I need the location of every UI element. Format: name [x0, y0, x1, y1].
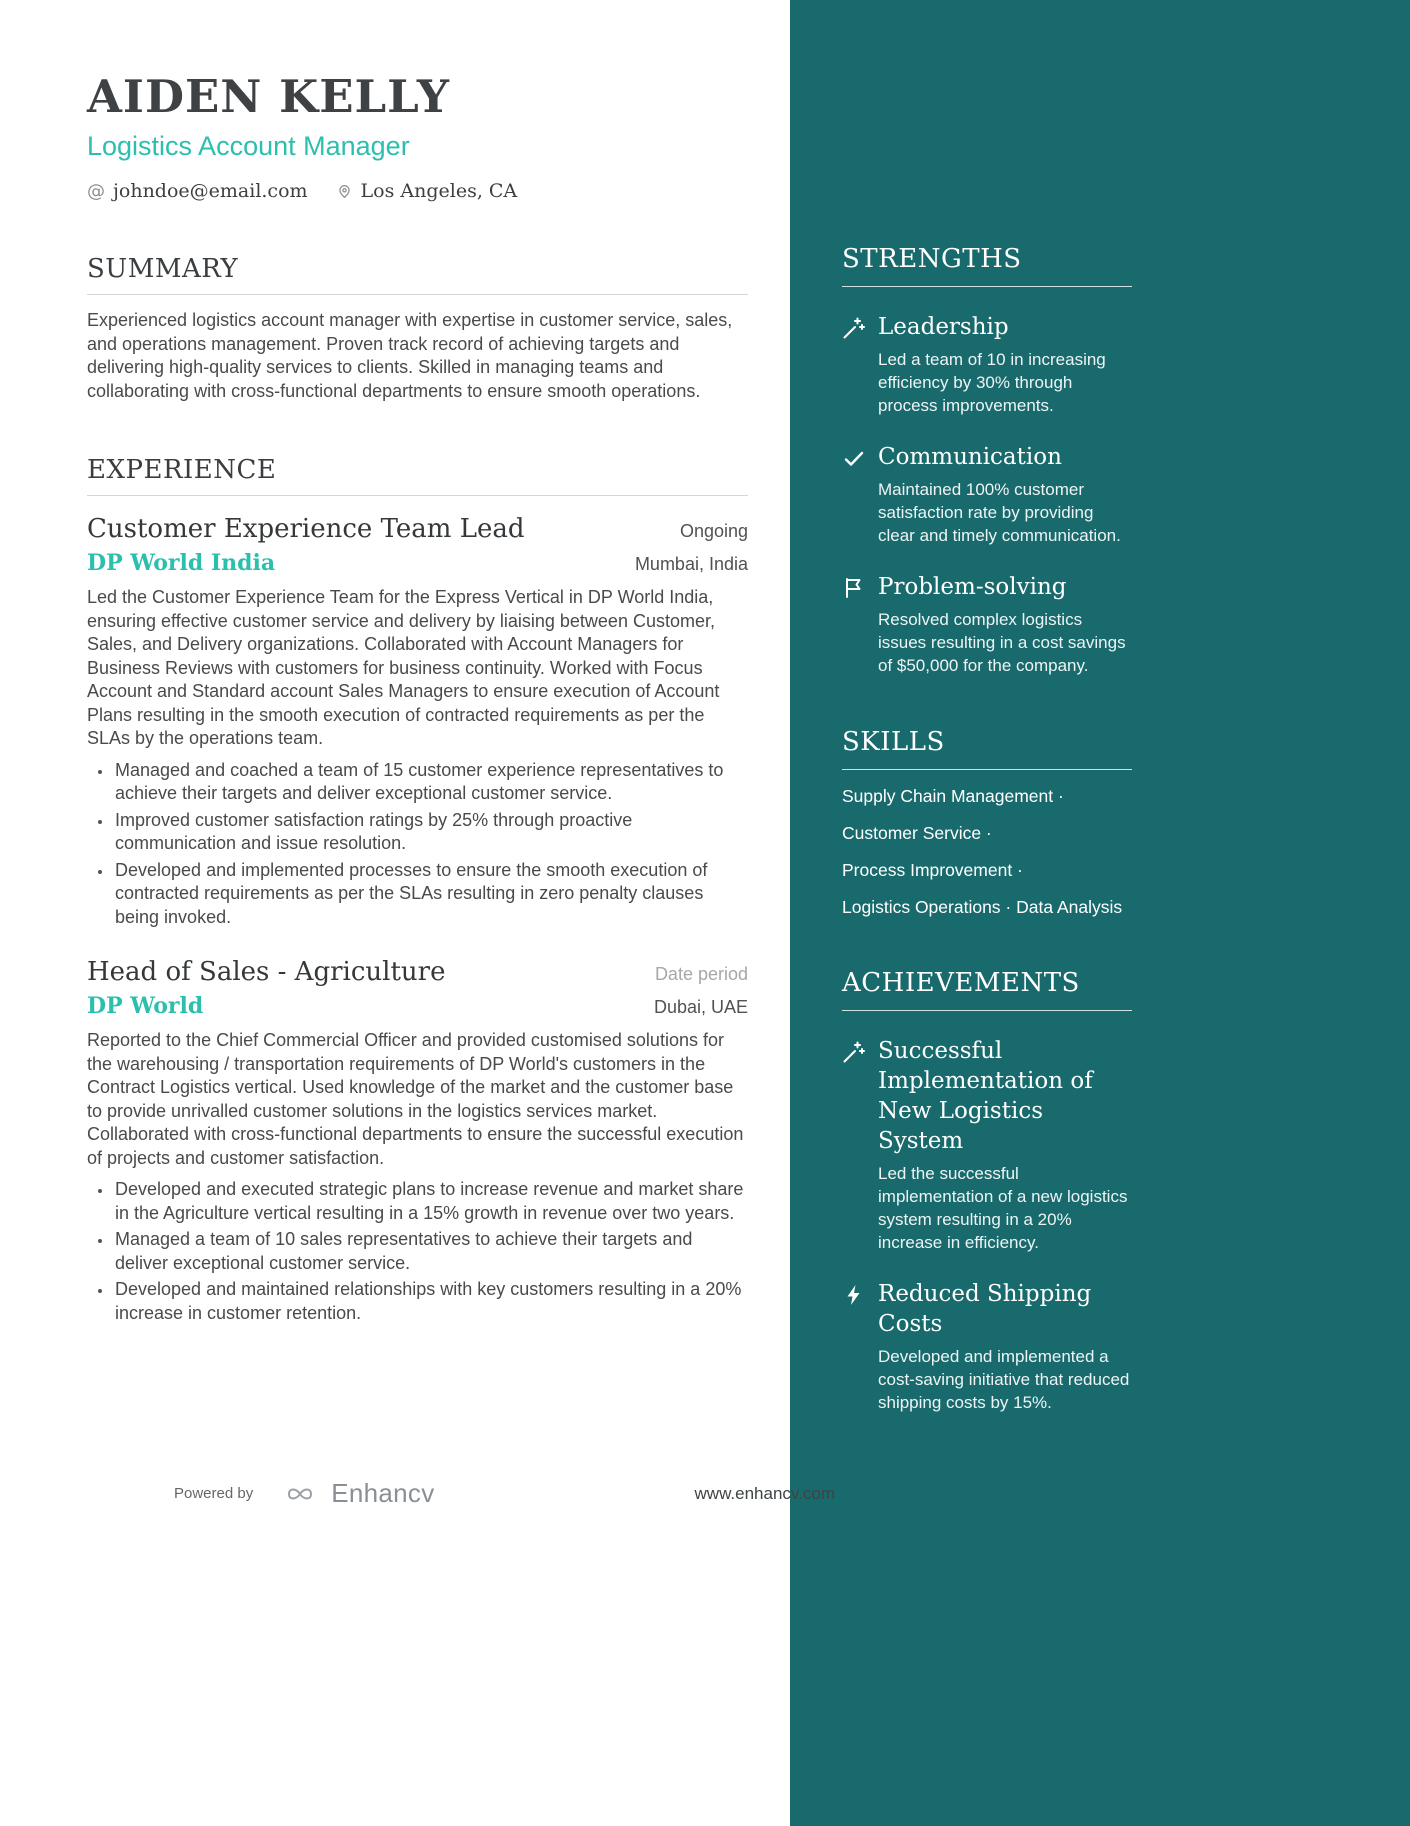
experience-section: [87, 455, 748, 1325]
achievement-item: [842, 1279, 1132, 1414]
achievement-title: Reduced Shipping Costs: [878, 1281, 1092, 1337]
job-description: Led the Customer Experience Team for the Express Vertical in DP World India, ensuring effective customer service and delivery by liaising between Customer, Sales, and Delivery organizations. Collaborated with Account Managers for Business Reviews with customers for business continuity. Worked with Focus Account and Standard account Sales Managers to ensure execution of Account Plans resulting in the smooth execution of contracted requirements as per the SLAs by the operations team.: [87, 587, 720, 748]
at-icon: @: [87, 180, 105, 202]
contact-row: [87, 180, 748, 202]
strength-item-header: [842, 312, 1132, 342]
job-entry: [87, 514, 748, 929]
magic-wand-icon: [842, 316, 866, 340]
summary-heading: SUMMARY: [87, 254, 748, 295]
job-title: Head of Sales - Agriculture: [87, 957, 446, 987]
achievement-text: Led the successful implementation of a new logistics system resulting in a 20% increase in efficiency.: [878, 1164, 1128, 1252]
strengths-section: [842, 244, 1132, 677]
achievements-section: [842, 968, 1132, 1414]
email-item: [87, 180, 308, 202]
job-company: DP World: [87, 993, 204, 1019]
strength-text: Maintained 100% customer satisfaction rate by providing clear and timely communication.: [878, 480, 1121, 545]
job-title-row: [87, 957, 748, 987]
job-bullet: • Improved customer satisfaction ratings by 25% through proactive communication and issue resolution.: [113, 809, 748, 856]
job-bullets: [87, 1178, 748, 1325]
skill-item: Supply Chain Management ·: [842, 786, 1064, 806]
achievement-item: [842, 1036, 1132, 1254]
resume-header: [87, 70, 748, 202]
achievement-item-header: [842, 1279, 1132, 1339]
job-bullet: • Developed and executed strategic plans to increase revenue and market share in the Agriculture vertical resulting in a 15% growth in revenue over two years.: [113, 1178, 748, 1225]
skill-item: Process Improvement ·: [842, 860, 1023, 880]
footer: [174, 1478, 835, 1509]
powered-by-label: Powered by: [174, 1485, 254, 1502]
skill-item: Logistics Operations · Data Analysis: [842, 897, 1123, 917]
enhancv-logo-icon: [279, 1480, 321, 1508]
achievement-title: Successful Implementation of New Logistics System: [878, 1038, 1093, 1154]
achievements-heading: ACHIEVEMENTS: [842, 968, 1132, 1011]
strength-title: Leadership: [878, 314, 1009, 340]
skill-item: Customer Service ·: [842, 823, 992, 843]
job-bullet: • Managed a team of 10 sales representatives to achieve their targets and deliver exceptional customer service.: [113, 1228, 748, 1275]
sidebar-content: [842, 244, 1132, 1414]
job-bullet: • Managed and coached a team of 15 customer experience representatives to achieve their targets and deliver exceptional customer service.: [113, 759, 748, 806]
location-item: [336, 180, 518, 202]
main-column: [87, 0, 835, 1508]
skills-heading: SKILLS: [842, 727, 1132, 770]
strength-title: Communication: [878, 444, 1062, 470]
job-entry: [87, 957, 748, 1325]
lightning-icon: [842, 1283, 866, 1307]
job-bullet: • Developed and maintained relationships with key customers resulting in a 20% increase in customer retention.: [113, 1278, 748, 1325]
strength-text: Led a team of 10 in increasing efficiency by 30% through process improvements.: [878, 350, 1106, 415]
strength-item-header: [842, 442, 1132, 472]
check-icon: [842, 446, 866, 470]
summary-section: [87, 254, 748, 403]
job-description: Reported to the Chief Commercial Officer and provided customised solutions for the warehousing / transportation requirements of DP World's customers in the Contract Logistics vertical. Used knowledge of the market and the customer base to provide unrivalled customer solutions in the logistics services market. Collaborated with cross-functional departments to ensure the successful execution of projects and customer satisfaction.: [87, 1030, 744, 1168]
job-location: Dubai, UAE: [653, 997, 748, 1017]
sidebar: [790, 0, 1410, 1826]
candidate-name: AIDEN KELLY: [87, 70, 451, 123]
enhancv-brand-name: Enhancv: [331, 1478, 435, 1508]
experience-heading: EXPERIENCE: [87, 455, 748, 496]
job-bullet: • Developed and implemented processes to ensure the smooth execution of contracted requirements as per the SLAs resulting in zero penalty clauses being invoked.: [113, 859, 748, 930]
job-bullets: [87, 759, 748, 930]
enhancv-logo[interactable]: [279, 1478, 434, 1509]
strength-item: [842, 572, 1132, 677]
email-text[interactable]: johndoe@email.com: [113, 180, 308, 202]
job-company: DP World India: [87, 550, 276, 576]
job-title-row: [87, 514, 748, 544]
summary-text: Experienced logistics account manager with expertise in customer service, sales, and operations management. Proven track record of achieving targets and delivering high-quality services to clients. Skilled in managing teams and collaborating with cross-functional departments to ensure smooth operations.: [87, 310, 733, 401]
job-location: Mumbai, India: [634, 554, 748, 574]
skills-section: [842, 727, 1132, 918]
magic-wand-icon: [842, 1040, 866, 1064]
strength-item-header: [842, 572, 1132, 602]
location-text: Los Angeles, CA: [360, 180, 518, 202]
achievement-item-header: [842, 1036, 1132, 1156]
strengths-heading: STRENGTHS: [842, 244, 1132, 287]
job-company-row: [87, 993, 748, 1019]
website-link[interactable]: www.enhancv.com: [694, 1483, 835, 1503]
achievement-text: Developed and implemented a cost-saving initiative that reduced shipping costs by 15%.: [878, 1347, 1130, 1412]
job-date-placeholder: Date period: [654, 964, 748, 984]
job-company-row: [87, 550, 748, 576]
flag-icon: [842, 576, 866, 600]
strength-item: [842, 312, 1132, 417]
map-pin-icon: [336, 181, 353, 201]
strength-title: Problem-solving: [878, 574, 1067, 600]
job-title: Customer Experience Team Lead: [87, 514, 525, 544]
strength-text: Resolved complex logistics issues resulting in a cost savings of $50,000 for the company.: [878, 610, 1126, 675]
job-date: Ongoing: [679, 521, 748, 541]
candidate-headline: Logistics Account Manager: [87, 131, 410, 161]
strength-item: [842, 442, 1132, 547]
